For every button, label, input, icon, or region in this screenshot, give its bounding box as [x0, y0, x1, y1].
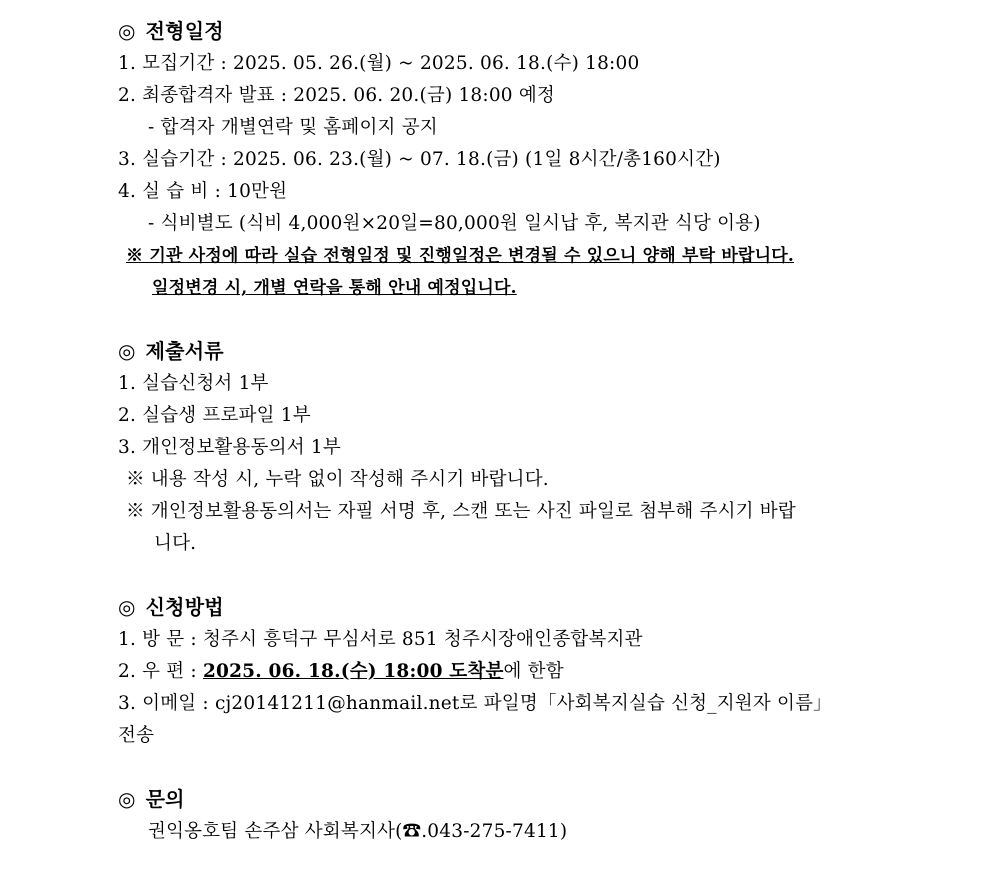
- double-circle-icon: ◎: [118, 787, 136, 811]
- schedule-notice-2: 일정변경 시, 개별 연락을 통해 안내 예정입니다.: [152, 278, 517, 298]
- documents-item-3: 3. 개인정보활용동의서 1부: [118, 437, 341, 458]
- section-title: 제출서류: [145, 339, 224, 363]
- apply-email: 3. 이메일 : cj20141211@hanmail.net로 파일명「사회복지실습 신청_지원자 이름」: [118, 693, 832, 714]
- apply-mail-deadline: 2025. 06. 18.(수) 18:00 도착분: [202, 661, 504, 682]
- double-circle-icon: ◎: [118, 339, 136, 363]
- schedule-final-announce: 2. 최종합격자 발표 : 2025. 06. 20.(금) 18:00 예정: [118, 85, 555, 106]
- section-title: 신청방법: [145, 595, 224, 619]
- documents-item-1: 1. 실습신청서 1부: [118, 373, 269, 394]
- double-circle-icon: ◎: [118, 19, 136, 43]
- schedule-recruit-period: 1. 모집기간 : 2025. 05. 26.(월) ~ 2025. 06. 18.(수) 18:00: [118, 53, 640, 74]
- schedule-practice-fee: 4. 실 습 비 : 10만원: [118, 181, 288, 202]
- schedule-fee-detail: - 식비별도 (식비 4,000원×20일=80,000원 일시납 후, 복지관 식당 이용): [148, 213, 761, 234]
- schedule-notice-1: ※ 기관 사정에 따라 실습 전형일정 및 진행일정은 변경될 수 있으니 양해 부탁 바랍니다.: [126, 246, 795, 266]
- section-heading-documents: [118, 334, 886, 368]
- documents-item-2: 2. 실습생 프로파일 1부: [118, 405, 311, 426]
- apply-mail-prefix: 2. 우 편 :: [118, 661, 203, 682]
- spacer: [118, 752, 886, 782]
- documents-note-2-cont: 니다.: [154, 533, 197, 554]
- section-heading-apply: [118, 590, 886, 624]
- spacer: [118, 304, 886, 334]
- apply-mail-suffix: 에 한함: [503, 661, 564, 682]
- section-heading-schedule: [118, 14, 886, 48]
- section-title: 문의: [145, 787, 185, 811]
- section-heading-contact: [118, 782, 886, 816]
- section-title: 전형일정: [145, 19, 224, 43]
- schedule-announce-detail: - 합격자 개별연락 및 홈페이지 공지: [148, 117, 438, 138]
- apply-visit: 1. 방 문 : 청주시 흥덕구 무심서로 851 청주시장애인종합복지관: [118, 629, 643, 650]
- contact-person: 권익옹호팀 손주삼 사회복지사(☎.043-275-7411): [148, 821, 568, 842]
- apply-mail: [118, 656, 886, 688]
- documents-note-1: ※ 내용 작성 시, 누락 없이 작성해 주시기 바랍니다.: [126, 469, 549, 490]
- document-body: [118, 14, 886, 848]
- documents-note-2: ※ 개인정보활용동의서는 자필 서명 후, 스캔 또는 사진 파일로 첨부해 주시기 바랍: [126, 501, 796, 522]
- double-circle-icon: ◎: [118, 595, 136, 619]
- apply-email-cont: 전송: [118, 725, 155, 746]
- schedule-practice-period: 3. 실습기간 : 2025. 06. 23.(월) ~ 07. 18.(금) (1일 8시간/총160시간): [118, 149, 721, 170]
- spacer: [118, 560, 886, 590]
